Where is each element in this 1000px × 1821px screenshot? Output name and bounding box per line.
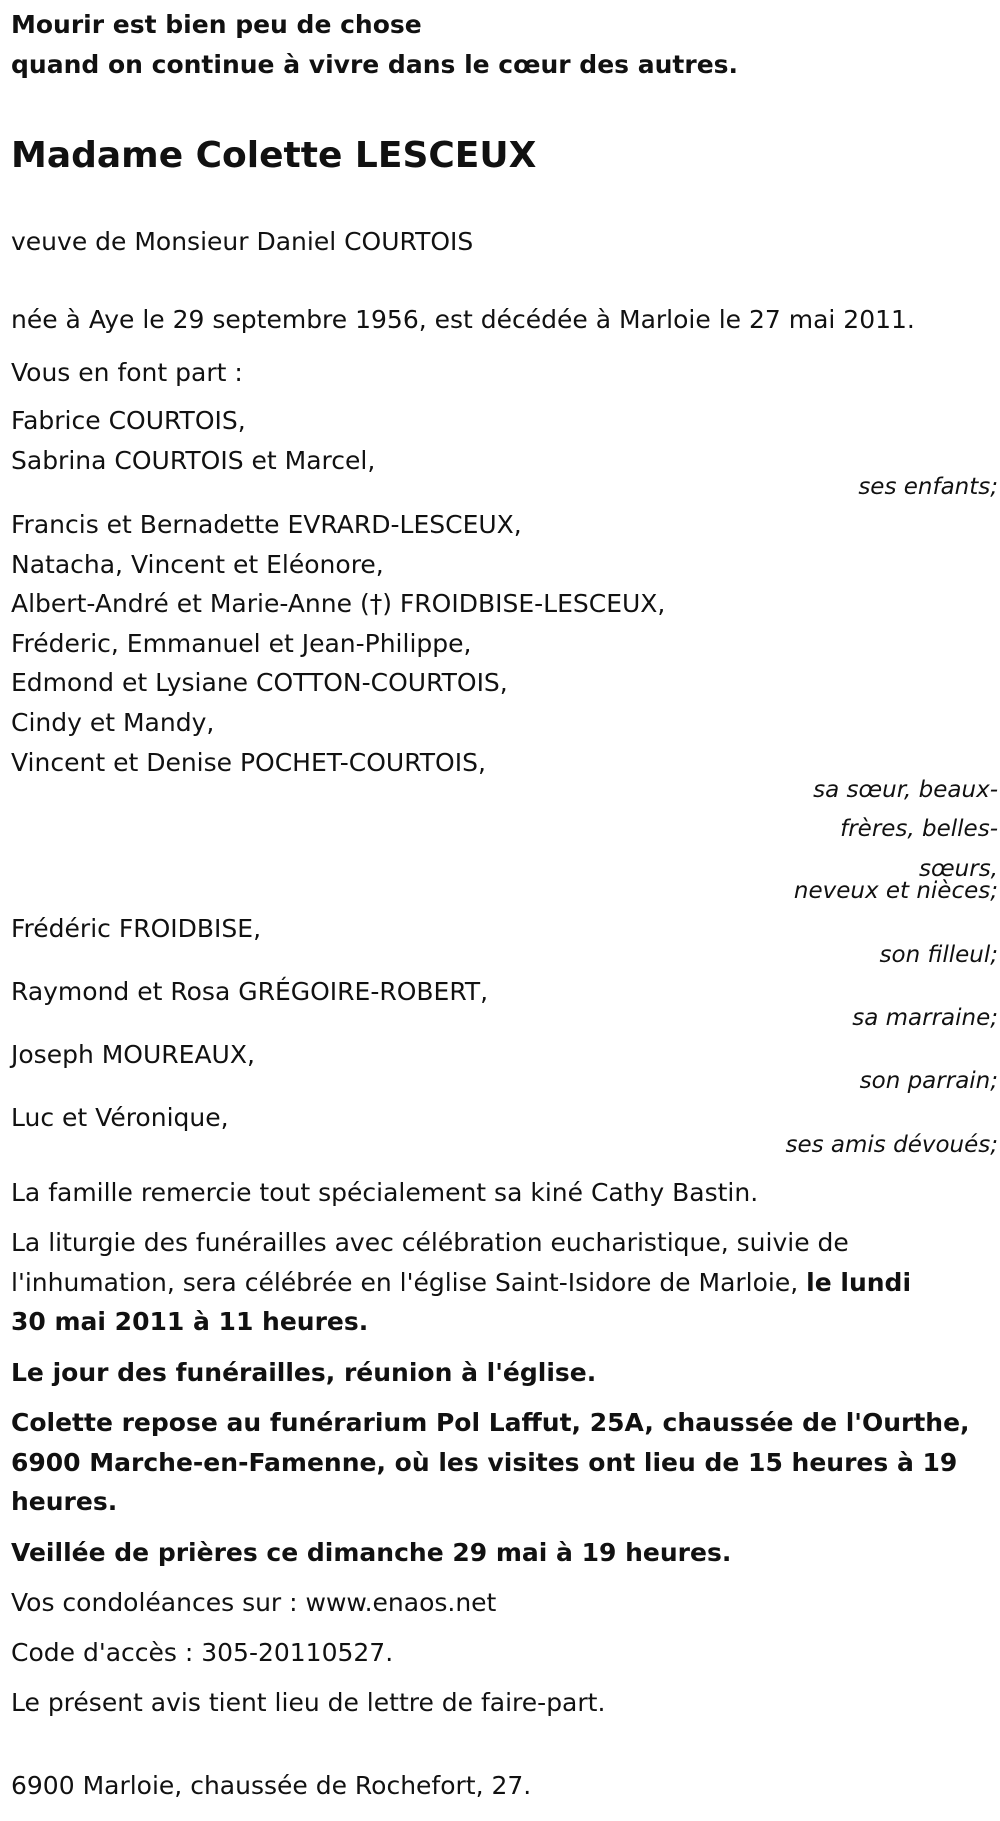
relation-label: ses amis dévoués; [785, 1132, 998, 1158]
list-item: Joseph MOUREAUX, [11, 1040, 255, 1069]
list-item: Natacha, Vincent et Eléonore, [11, 550, 384, 579]
relation-label: ses enfants; [858, 474, 998, 500]
relation-label: sa sœur, beaux- [813, 777, 998, 803]
rest-line-3: heures. [11, 1487, 118, 1516]
list-item: Frédéric FROIDBISE, [11, 914, 262, 943]
meeting-text: Le jour des funérailles, réunion à l'église. [11, 1358, 597, 1387]
list-item: Cindy et Mandy, [11, 708, 215, 737]
liturgy-text: l'inhumation, sera célébrée en l'église Saint-Isidore de Marloie, [11, 1268, 807, 1297]
widow-of: veuve de Monsieur Daniel COURTOIS [11, 227, 474, 256]
deceased-name: Madame Colette LESCEUX [11, 135, 537, 176]
list-item: Luc et Véronique, [11, 1103, 229, 1132]
birth-death: née à Aye le 29 septembre 1956, est décédée à Marloie le 27 mai 2011. [11, 305, 915, 334]
vigil-text: Veillée de prières ce dimanche 29 mai à 19 heures. [11, 1538, 732, 1567]
condolences-text: Vos condoléances sur : www.enaos.net [11, 1588, 497, 1617]
relation-label: sa marraine; [852, 1005, 998, 1031]
address: 6900 Marloie, chaussée de Rochefort, 27. [11, 1771, 532, 1800]
epitaph-line-1: Mourir est bien peu de chose [11, 10, 422, 39]
list-item: Francis et Bernadette EVRARD-LESCEUX, [11, 510, 522, 539]
rest-line-1: Colette repose au funérarium Pol Laffut, 25A, chaussée de l'Ourthe, [11, 1408, 970, 1437]
liturgy-line-1: La liturgie des funérailles avec célébration eucharistique, suivie de [11, 1228, 849, 1257]
access-code: Code d'accès : 305-20110527. [11, 1638, 394, 1667]
rest-line-2: 6900 Marche-en-Famenne, où les visites ont lieu de 15 heures à 19 [11, 1448, 958, 1477]
list-item: Fabrice COURTOIS, [11, 406, 246, 435]
list-item: Albert-André et Marie-Anne (†) FROIDBISE-LESCEUX, [11, 589, 666, 618]
list-item: Fréderic, Emmanuel et Jean-Philippe, [11, 629, 472, 658]
intro: Vous en font part : [11, 358, 243, 387]
liturgy-date: 30 mai 2011 à 11 heures. [11, 1307, 369, 1336]
liturgy-date-start: le lundi [806, 1268, 912, 1297]
relation-label: son filleul; [879, 942, 998, 968]
list-item: Raymond et Rosa GRÉGOIRE-ROBERT, [11, 977, 489, 1006]
list-item: Sabrina COURTOIS et Marcel, [11, 446, 376, 475]
relation-label: son parrain; [859, 1068, 998, 1094]
list-item: Edmond et Lysiane COTTON-COURTOIS, [11, 668, 508, 697]
relation-label: neveux et nièces; [793, 878, 998, 904]
relation-label: sœurs, [919, 856, 998, 882]
notice-text: Le présent avis tient lieu de lettre de faire-part. [11, 1688, 606, 1717]
liturgy-line-2 [11, 1268, 911, 1298]
epitaph-line-2: quand on continue à vivre dans le cœur des autres. [11, 50, 739, 79]
thanks-text: La famille remercie tout spécialement sa kiné Cathy Bastin. [11, 1178, 759, 1207]
list-item: Vincent et Denise POCHET-COURTOIS, [11, 748, 486, 777]
relation-label: frères, belles- [840, 816, 998, 842]
